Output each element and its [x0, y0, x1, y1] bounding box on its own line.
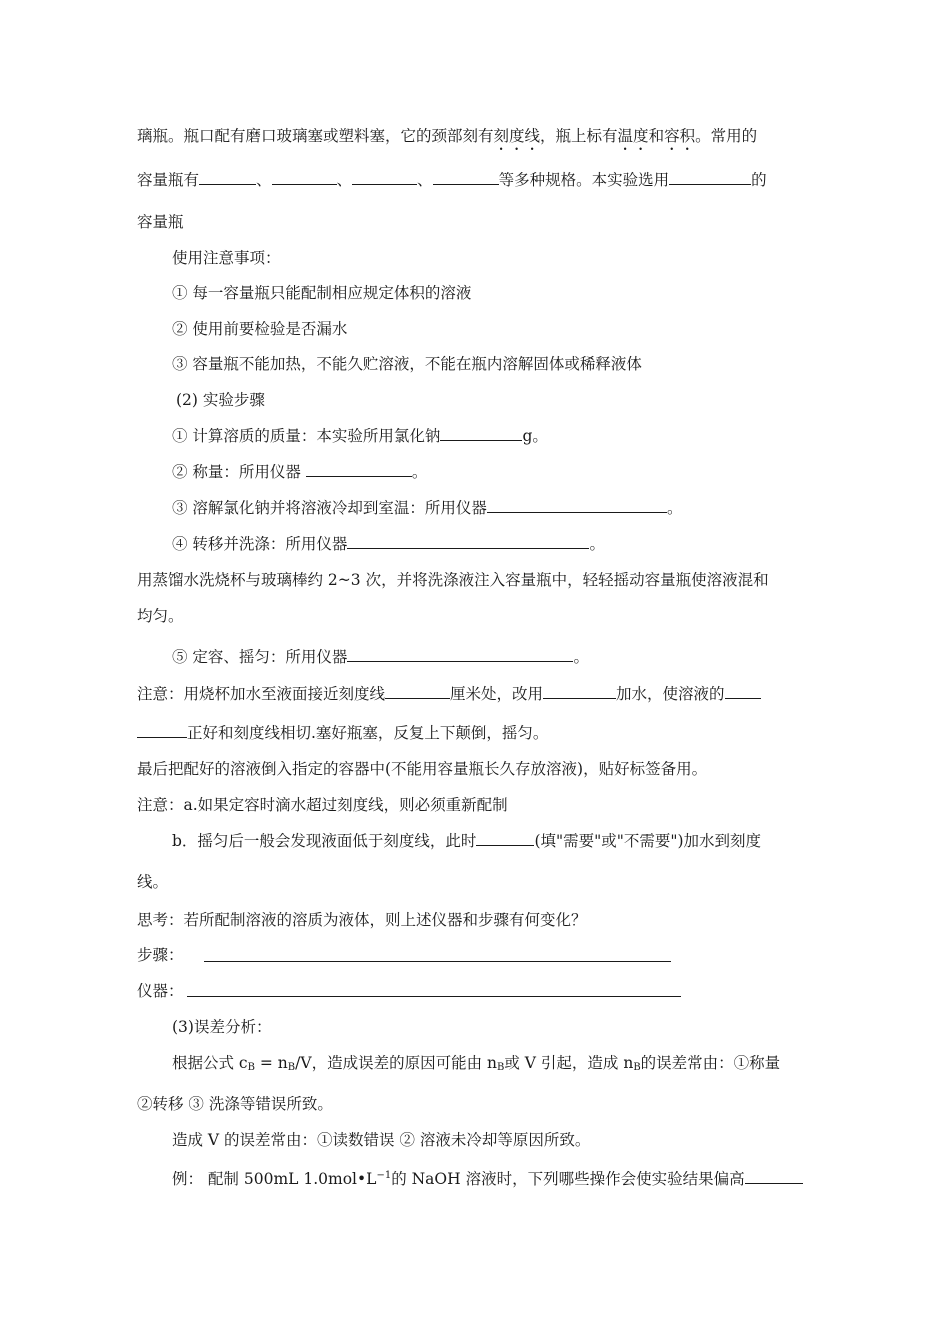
step-3: ③ 溶解氯化钠并将溶液冷却到室温：所用仪器 。: [172, 499, 683, 517]
steps-title: (2) 实验步骤: [176, 391, 265, 409]
error-analysis-title: (3)误差分析：: [172, 1018, 272, 1036]
answer-blank-meniscus-part1[interactable]: [725, 684, 761, 699]
wash-line-1: 用蒸馏水洗烧杯与玻璃棒约 2~3 次，并将洗涤液注入容量瓶中，轻轻摇动容量瓶使溶液混和: [137, 571, 769, 589]
note-item-2: ② 使用前要检验是否漏水: [172, 320, 348, 338]
step-1: ① 计算溶质的质量：本实验所用氯化钠 g。: [172, 427, 548, 445]
step-2: ② 称量：所用仪器 。: [172, 463, 428, 481]
think-steps-label: 步骤：: [137, 946, 184, 964]
answer-blank-dropper[interactable]: [543, 684, 616, 699]
error-line-2: ②转移 ③ 洗涤等错误所致。: [137, 1095, 333, 1113]
answer-blank-spec-1[interactable]: [199, 170, 256, 185]
attention-line-1: 注意：用烧杯加水至液面接近刻度线 厘米处，改用 加水，使溶液的: [137, 684, 761, 704]
answer-blank-nacl-mass[interactable]: [440, 426, 522, 441]
answer-blank-meniscus-part2[interactable]: [137, 723, 187, 738]
answer-blank-transfer-instruments[interactable]: [347, 534, 589, 549]
example-line: 例： 配制 500mL $1.0mol•L^{-1}$的 NaOH 溶液时，下列哪些操作会使实验结果偏高: [172, 1166, 803, 1189]
attention-b: b．摇匀后一般会发现液面低于刻度线，此时 (填"需要"或"不需要")加水到刻度: [172, 832, 762, 850]
answer-blank-spec-4[interactable]: [433, 170, 499, 185]
para-line-3: 容量瓶: [137, 213, 184, 231]
para-line-2: 容量瓶有 、 、 、 等多种规格。本实验选用 的: [137, 171, 767, 189]
para-line-1: 璃瓶。瓶口配有磨口玻璃塞或塑料塞，它的颈部刻有刻度线，瓶上标有温度和容积。常用的: [137, 127, 758, 145]
emphasis-volume: 容积: [664, 127, 696, 145]
answer-blank-distance-cm[interactable]: [385, 684, 450, 699]
think-instruments-label: 仪器：: [137, 982, 184, 1000]
answer-line-instruments[interactable]: [187, 996, 681, 997]
attention-a: 注意：a.如果定容时滴水超过刻度线，则必须重新配制: [137, 796, 508, 814]
attention-line-2: 正好和刻度线相切.塞好瓶塞，反复上下颠倒，摇匀。: [137, 723, 548, 743]
error-line-3: 造成 V 的误差常由：①读数错误 ② 溶液未冷却等原因所致。: [172, 1131, 591, 1149]
answer-blank-spec-2[interactable]: [272, 170, 337, 185]
attention-b-cont: 线。: [137, 873, 169, 891]
answer-blank-dissolve-instruments[interactable]: [487, 498, 667, 513]
step-4: ④ 转移并洗涤：所用仪器 。: [172, 535, 605, 553]
think-question: 思考：若所配制溶液的溶质为液体，则上述仪器和步骤有何变化？: [137, 911, 587, 929]
note-item-1: ① 每一容量瓶只能配制相应规定体积的溶液: [172, 284, 472, 302]
emphasis-temperature: 温度: [617, 127, 649, 145]
notes-title: 使用注意事项：: [172, 249, 281, 267]
error-line-1: 根据公式 $c_B = n_B/V$，造成误差的原因可能由 $n_B$或 V 引起，造成 $n_B$的误差常由：①称量: [172, 1054, 781, 1073]
answer-blank-weigh-instruments[interactable]: [306, 462, 412, 477]
wash-line-2: 均匀。: [137, 607, 184, 625]
answer-blank-example[interactable]: [745, 1169, 803, 1184]
emphasis-scale-line: 刻度线: [493, 127, 541, 145]
final-line: 最后把配好的溶液倒入指定的容器中(不能用容量瓶长久存放溶液)，贴好标签备用。: [137, 760, 708, 778]
answer-blank-need-water[interactable]: [476, 831, 534, 846]
answer-blank-spec-3[interactable]: [352, 170, 417, 185]
answer-blank-volume-instruments[interactable]: [347, 647, 573, 662]
note-item-3: ③ 容量瓶不能加热，不能久贮溶液，不能在瓶内溶解固体或稀释液体: [172, 355, 642, 373]
step-5: ⑤ 定容、摇匀：所用仪器 。: [172, 648, 589, 666]
answer-blank-selected-flask[interactable]: [669, 170, 751, 185]
answer-line-steps[interactable]: [204, 961, 671, 962]
